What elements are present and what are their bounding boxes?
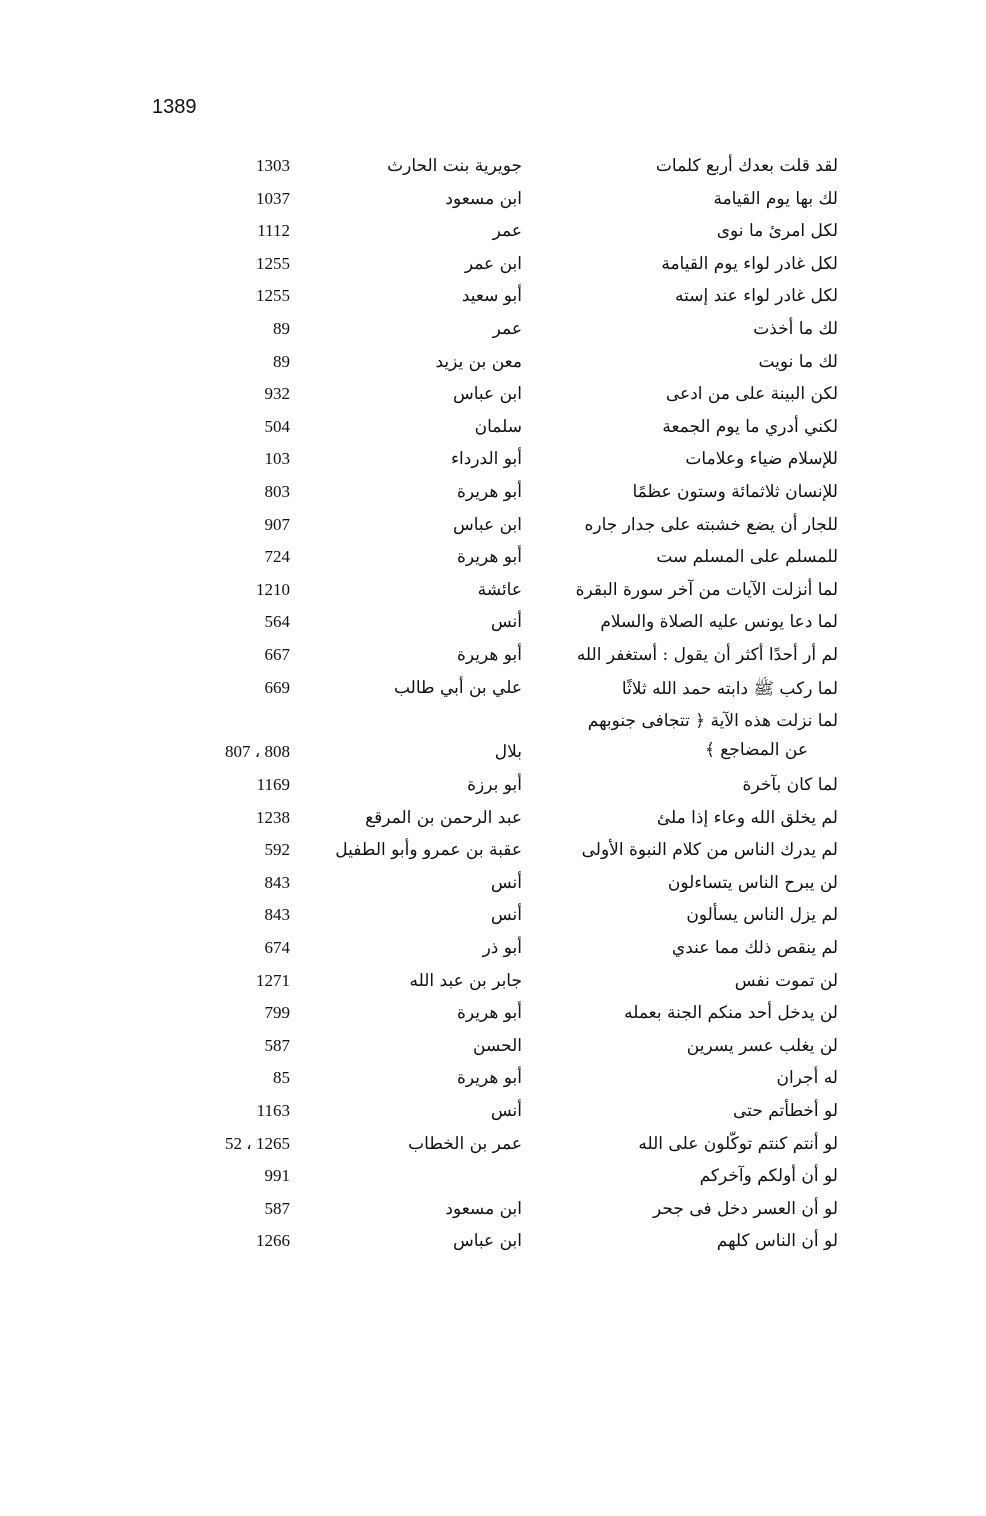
page-reference: 674 <box>264 938 290 958</box>
narrator-name: عائشة <box>477 579 522 600</box>
hadith-phrase-text: لكل غادر لواء يوم القيامة <box>661 253 838 274</box>
hadith-phrase <box>666 384 838 404</box>
hadith-phrase-text: لم يخلق الله وعاء إذا ملئ <box>656 807 838 828</box>
narrator-name: أبو هريرة <box>456 481 522 502</box>
page-reference: 1303 <box>256 156 290 175</box>
page-reference: 52 ، 1265 <box>225 1133 290 1153</box>
page-reference: 803 <box>264 481 290 501</box>
narrator-name: أبو ذر <box>482 938 522 959</box>
page-reference: 1271 <box>256 970 290 990</box>
hadith-phrase-text: لكني أدري ما يوم الجمعة <box>662 416 838 437</box>
hadith-phrase <box>576 580 838 600</box>
narrator-name: أبو برزة <box>467 775 522 796</box>
index-entry <box>150 934 850 967</box>
hadith-phrase <box>758 352 838 372</box>
index-entry <box>150 901 850 934</box>
hadith-phrase <box>622 678 838 703</box>
index-entry <box>150 869 850 902</box>
page-reference: 504 <box>264 416 290 436</box>
hadith-index-list <box>150 152 850 1260</box>
hadith-phrase-text: لما ركب ﷺ دابته حمد الله ثلاثًا <box>621 678 838 699</box>
hadith-phrase <box>661 254 838 274</box>
index-entry <box>150 543 850 576</box>
narrator-name: سلمان <box>474 416 522 437</box>
hadith-phrase-text: لو أن الناس كلهم <box>716 1231 838 1252</box>
page-reference: 1266 <box>256 1231 290 1251</box>
index-entry <box>150 1097 850 1130</box>
hadith-phrase <box>753 319 838 339</box>
hadith-phrase-text: للجار أن يضع خشبته على جدار جاره <box>584 514 838 535</box>
index-entry <box>150 576 850 609</box>
hadith-phrase-text: لكل امرئ ما نوى <box>716 221 838 242</box>
page-reference: 1169 <box>256 775 290 795</box>
page-reference: 843 <box>264 905 290 925</box>
hadith-phrase-continuation: عن المضاجع ﴾ <box>704 740 808 761</box>
hadith-phrase <box>638 1134 838 1154</box>
narrator-name: عبد الرحمن بن المرقع <box>365 807 522 828</box>
page-reference: 1112 <box>257 221 290 241</box>
hadith-phrase-text: لم أر أحدًا أكثر أن يقول : أستغفر الله <box>576 644 838 665</box>
narrator-name: عمر <box>492 221 522 242</box>
narrator-name: جابر بن عبد الله <box>409 970 522 991</box>
hadith-phrase <box>713 189 838 209</box>
index-entry <box>150 315 850 348</box>
hadith-phrase-text: لك ما نويت <box>758 351 838 372</box>
hadith-phrase <box>675 286 838 306</box>
page-reference: 907 <box>264 514 290 534</box>
index-entry <box>150 999 850 1032</box>
hadith-phrase-text: لما دعا يونس عليه الصلاة والسلام <box>600 612 838 633</box>
index-entry <box>150 967 850 1000</box>
page-number: 1389 <box>152 96 197 118</box>
hadith-phrase <box>743 775 838 795</box>
narrator-name: ابن مسعود <box>445 188 522 209</box>
narrator-name: أبو هريرة <box>456 1068 522 1089</box>
hadith-phrase <box>662 417 838 437</box>
page-reference: 1255 <box>256 253 290 273</box>
hadith-phrase-text: لو أنتم كنتم توكّلون على الله <box>638 1133 838 1154</box>
hadith-phrase <box>582 840 838 860</box>
hadith-phrase-text: لن يدخل أحد منكم الجنة بعمله <box>624 1003 838 1024</box>
hadith-phrase-text: لن تموت نفس <box>734 970 838 991</box>
page-reference: 1037 <box>256 188 290 208</box>
hadith-phrase <box>600 612 838 632</box>
hadith-phrase-text: لم ينقص ذلك مما عندي <box>671 938 838 959</box>
narrator-name: ابن عباس <box>452 1231 522 1252</box>
hadith-phrase <box>656 547 838 567</box>
hadith-phrase-text: لكل غادر لواء عند إسته <box>675 286 838 307</box>
index-entry <box>150 706 850 771</box>
page-reference: 587 <box>264 1035 290 1055</box>
page-reference: 843 <box>264 872 290 892</box>
hadith-phrase <box>632 482 838 502</box>
narrator-name: أبو هريرة <box>456 1003 522 1024</box>
hadith-phrase <box>668 873 838 893</box>
index-entry <box>150 217 850 250</box>
index-entry <box>150 478 850 511</box>
index-entry <box>150 641 850 674</box>
index-entry <box>150 1032 850 1065</box>
narrator-name: عمر بن الخطاب <box>408 1133 522 1154</box>
hadith-phrase <box>657 808 838 828</box>
index-entry <box>150 804 850 837</box>
page-reference: 991 <box>264 1166 290 1186</box>
index-entry <box>150 1130 850 1163</box>
narrator-name: أنس <box>490 905 522 926</box>
narrator-name: أنس <box>490 872 522 893</box>
index-entry <box>150 674 850 707</box>
page-reference: 103 <box>264 449 290 469</box>
hadith-phrase-text: لو أن العسر دخل فى جحر <box>653 1198 838 1219</box>
index-entry <box>150 771 850 804</box>
page-reference: 89 <box>273 351 290 371</box>
narrator-name: الحسن <box>473 1035 522 1056</box>
hadith-phrase-text: لو أخطأتم حتى <box>733 1101 838 1122</box>
narrator-name: بلال <box>494 742 522 763</box>
hadith-phrase-text: لن يغلب عسر يسرين <box>686 1035 838 1056</box>
hadith-phrase-text: لكن البينة على من ادعى <box>665 384 838 405</box>
narrator-name: أنس <box>490 612 522 633</box>
narrator-name: عقبة بن عمرو وأبو الطفيل <box>335 840 522 861</box>
hadith-phrase <box>700 1166 838 1186</box>
narrator-name: أبو الدرداء <box>451 449 522 470</box>
hadith-phrase <box>685 449 838 469</box>
page-reference: 724 <box>264 547 290 567</box>
hadith-phrase <box>624 1003 838 1023</box>
index-entry <box>150 836 850 869</box>
hadith-phrase-text: لما أنزلت الآيات من آخر سورة البقرة <box>575 579 838 600</box>
index-entry <box>150 1064 850 1097</box>
hadith-phrase-text: له أجران <box>776 1068 838 1089</box>
hadith-phrase-text: لقد قلت بعدك أربع كلمات <box>655 156 838 176</box>
hadith-phrase <box>717 1231 838 1251</box>
page-reference: 807 ، 808 <box>225 742 290 762</box>
index-entry <box>150 380 850 413</box>
hadith-phrase <box>687 1036 838 1056</box>
narrator-name: معن بن يزيد <box>435 351 522 372</box>
hadith-phrase <box>776 1068 838 1088</box>
hadith-phrase <box>588 710 838 760</box>
narrator-name: ابن عباس <box>452 384 522 405</box>
page-reference: 564 <box>264 612 290 632</box>
page-reference: 592 <box>264 840 290 860</box>
index-entry <box>150 608 850 641</box>
index-entry <box>150 250 850 283</box>
hadith-phrase <box>735 971 838 991</box>
narrator-name: علي بن أبي طالب <box>393 677 522 698</box>
page-reference: 1163 <box>256 1101 290 1121</box>
index-entry <box>150 152 850 185</box>
hadith-phrase-text: لم يزل الناس يسألون <box>686 905 838 926</box>
hadith-phrase-text: للمسلم على المسلم ست <box>656 547 838 568</box>
hadith-phrase-text: لن يبرح الناس يتساءلون <box>667 872 838 893</box>
hadith-phrase <box>717 221 838 241</box>
narrator-name: ابن عباس <box>452 514 522 535</box>
hadith-phrase-text: لو أن أولكم وآخركم <box>699 1166 838 1187</box>
page-reference: 669 <box>264 677 290 697</box>
hadith-phrase <box>653 1199 838 1219</box>
page-reference: 799 <box>264 1003 290 1023</box>
hadith-phrase-text: لما نزلت هذه الآية ﴿ تتجافى جنوبهم <box>587 711 838 732</box>
page-reference: 587 <box>264 1198 290 1218</box>
index-entry <box>150 348 850 381</box>
narrator-name: أبو هريرة <box>456 644 522 665</box>
index-entry <box>150 1195 850 1228</box>
page-reference: 89 <box>273 318 290 338</box>
hadith-phrase-text: للإسلام ضياء وعلامات <box>685 449 838 470</box>
index-entry <box>150 1162 850 1195</box>
narrator-name: أبو سعيد <box>461 286 522 307</box>
index-entry <box>150 282 850 315</box>
hadith-phrase-text: لم يدرك الناس من كلام النبوة الأولى <box>581 840 838 861</box>
hadith-phrase <box>656 156 838 176</box>
hadith-phrase-text: لما كان بآخرة <box>742 775 838 796</box>
narrator-name: أبو هريرة <box>456 547 522 568</box>
hadith-phrase <box>672 938 838 958</box>
hadith-phrase <box>577 645 838 665</box>
narrator-name: ابن مسعود <box>445 1198 522 1219</box>
narrator-name: عمر <box>492 318 522 339</box>
hadith-phrase-text: للإنسان ثلاثمائة وستون عظمًا <box>632 481 838 502</box>
page-reference: 1255 <box>256 286 290 306</box>
narrator-name: أنس <box>490 1101 522 1122</box>
index-entry <box>150 185 850 218</box>
page-reference: 85 <box>273 1068 290 1088</box>
hadith-phrase <box>585 515 838 535</box>
hadith-phrase-text: لك بها يوم القيامة <box>713 188 838 209</box>
page-reference: 1238 <box>256 807 290 827</box>
page-reference: 667 <box>264 644 290 664</box>
hadith-phrase <box>733 1101 838 1121</box>
page-reference: 932 <box>264 384 290 404</box>
narrator-name: ابن عمر <box>464 253 522 274</box>
index-entry <box>150 511 850 544</box>
page-reference: 1210 <box>256 579 290 599</box>
index-entry <box>150 445 850 478</box>
narrator-name: جويرية بنت الحارث <box>387 156 522 176</box>
index-entry <box>150 1227 850 1260</box>
index-entry <box>150 413 850 446</box>
hadith-phrase-text: لك ما أخذت <box>753 318 838 339</box>
hadith-phrase <box>686 905 838 925</box>
